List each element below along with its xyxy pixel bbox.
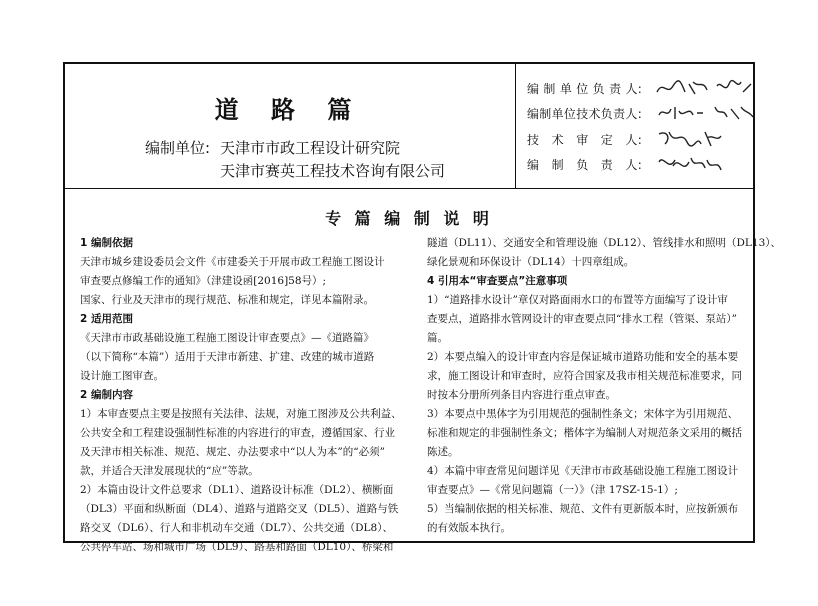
paragraph-line: 求，施工图设计和审查时，应符合国家及我市相关规范标准要求，同: [427, 370, 742, 382]
paragraph-line: 路交叉（DL6）、行人和非机动车交通（DL7）、公共交通（DL8）、: [80, 522, 393, 534]
paragraph-line: 4）本篇中审查常见问题详见《天津市市政基础设施工程施工图设计: [427, 465, 739, 477]
handwritten-signature-icon: [655, 78, 755, 98]
handwritten-signature-icon: [655, 128, 725, 150]
section-heading: 2 适用范围: [80, 313, 133, 325]
paragraph-line: 款，并适合天津发展现状的“应”等款。: [80, 465, 259, 477]
paragraph-line: （以下简称“本篇”）适用于天津市新建、扩建、改建的城市道路: [80, 351, 375, 363]
paragraph-line: 陈述。: [427, 446, 459, 458]
right-column: [427, 234, 782, 538]
paragraph-line: 5）当编制依据的相关标准、规范、文件有更新版本时，应按新颁布: [427, 503, 739, 515]
paragraph-line: 及天津市相关标准、规范、规定、办法要求中“以人为本”的“必须”: [80, 446, 385, 458]
paragraph-line: 审查要点》—《常见问题篇（一）》（津 17SZ-15-1）;: [427, 484, 678, 496]
paragraph-line: （DL3）平面和纵断面（DL4）、道路与道路交叉（DL5）、道路与铁: [80, 503, 399, 515]
left-column: [80, 234, 402, 557]
org-name-2: 天津市赛英工程技术咨询有限公司: [220, 162, 446, 180]
section-title: 专 篇 编 制 说 明: [325, 209, 493, 228]
section-heading: 4 引用本“审查要点”注意事项: [427, 275, 568, 287]
org-label-text: 编制单位:: [145, 139, 211, 157]
handwritten-signature-icon: [655, 152, 725, 176]
org-name-1: 天津市市政工程设计研究院: [220, 139, 401, 157]
paragraph-line: 篇。: [427, 332, 448, 344]
section-heading: 1 编制依据: [80, 237, 133, 249]
section-heading: 2 编制内容: [80, 389, 133, 401]
paragraph-line: 3）本要点中黑体字为引用规范的强制性条文；宋体字为引用规范、: [427, 408, 739, 420]
signature-row-3: [527, 128, 725, 150]
paragraph-line: 国家、行业及天津市的现行规范、标准和规定，详见本篇附录。: [80, 294, 374, 306]
paragraph-line: 标准和规定的非强制性条文；楷体字为编制人对规范条文采用的概括: [427, 427, 742, 439]
paragraph-line: 绿化景观和环保设计（DL14）十四章组成。: [427, 256, 635, 268]
signature-label: 编 制 负 责 人:: [527, 157, 643, 172]
paragraph-line: 天津市城乡建设委员会文件《市建委关于开展市政工程施工图设计: [80, 256, 385, 268]
paragraph-line: 1）本审查要点主要是按照有关法律、法规，对施工图涉及公共利益、: [80, 408, 402, 420]
paragraph-line: 时按本分册所列条目内容进行重点审查。: [427, 389, 616, 401]
paragraph-line: 公共停车站、场和城市广场（DL9）、路基和路面（DL10）、桥梁和: [80, 541, 394, 553]
document-title: 道 路 篇: [214, 96, 364, 124]
paragraph-line: 2）本篇由设计文件总要求（DL1）、道路设计标准（DL2）、横断面: [80, 484, 394, 496]
paragraph-line: 《天津市市政基础设施工程施工图设计审查要点》—《道路篇》: [80, 332, 374, 344]
paragraph-line: 审查要点修编工作的通知》（津建设函[2016]58号）;: [80, 275, 327, 287]
paragraph-line: 的有效版本执行。: [427, 522, 511, 534]
paragraph-line: 1）“道路排水设计”章仅对路面雨水口的布置等方面编写了设计审: [427, 294, 728, 306]
paragraph-line: 公共安全和工程建设强制性标准的内容进行的审查，遵循国家、行业: [80, 427, 395, 439]
paragraph-line: 隧道（DL11）、交通安全和管理设施（DL12）、管线排水和照明（DL13）、: [427, 237, 782, 249]
signature-row-1: [527, 78, 755, 98]
signature-label: 编 制 单 位 负 责 人:: [527, 81, 643, 96]
handwritten-signature-icon: [655, 103, 755, 123]
signature-row-2: [527, 103, 755, 123]
header-divider-horizontal: [63, 188, 755, 189]
signature-row-4: [527, 152, 725, 176]
paragraph-line: 2）本要点编入的设计审查内容是保证城市道路功能和安全的基本要: [427, 351, 739, 363]
header-divider-vertical: [515, 62, 516, 188]
paragraph-line: 查要点，道路排水管网设计的审查要点同“排水工程（管渠、泵站）”: [427, 313, 737, 325]
paragraph-line: 设计施工图审查。: [80, 370, 164, 382]
signature-label: 编制单位技术负责人:: [527, 106, 643, 121]
signature-label: 技 术 审 定 人:: [527, 132, 643, 147]
